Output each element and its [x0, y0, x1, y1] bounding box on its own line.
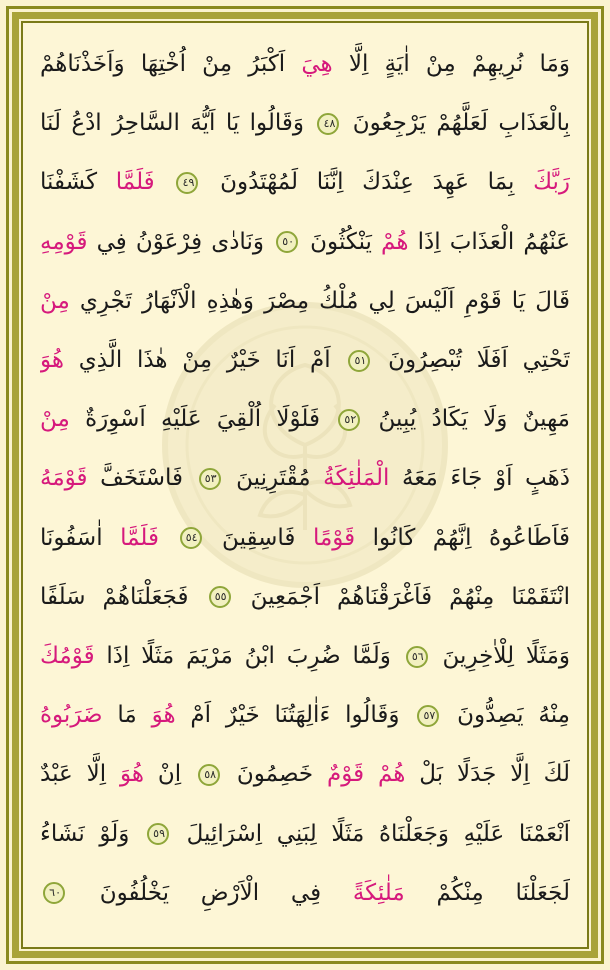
- highlighted-word: هُمْ قَوْمٌ: [326, 761, 406, 788]
- verse-text: وَلَمَّا ضُرِبَ ابْنُ مَرْيَمَ مَثَلًا اِذَا: [94, 643, 403, 669]
- verse-text: [155, 169, 174, 195]
- verse-line: [40, 216, 570, 268]
- verse-text: مَا: [102, 702, 152, 729]
- verse-lines: [40, 38, 570, 928]
- verse-text: خَصِمُونَ: [223, 761, 327, 788]
- verse-text: كَشَفْنَا: [40, 169, 116, 196]
- highlighted-word: مِنْ: [40, 406, 70, 433]
- highlighted-word: هُوَ: [151, 702, 176, 729]
- highlighted-word: مِنْ: [40, 287, 70, 314]
- verse-number-marker: ٥٦: [406, 646, 428, 668]
- verse-text: بِالْعَذَابِ لَعَلَّهُمْ يَرْجِعُونَ: [342, 110, 570, 137]
- verse-line: [40, 689, 570, 741]
- verse-text: يَنْكُثُونَ: [301, 228, 382, 255]
- verse-text: اِنْ: [144, 761, 196, 788]
- highlighted-word: قَوْمَهُ: [40, 465, 88, 492]
- verse-text: اَنْعَمْنَا عَلَيْهِ وَجَعَلْنَاهُ مَثَلًا لِبَنِي اِسْرَائِيلَ: [171, 820, 570, 847]
- highlighted-word: فَلَمَّا: [120, 524, 160, 551]
- verse-line: [40, 393, 570, 445]
- verse-text: مِنْهُ يَصِدُّونَ: [442, 702, 570, 729]
- verse-text: لَجَعَلْنَا مِنْكُمْ: [404, 879, 570, 906]
- verse-text: مَهِينٌ وَلَا يَكَادُ يُبِينُ: [363, 406, 570, 433]
- verse-line: [40, 571, 570, 623]
- highlighted-word: رَبَّكَ: [533, 169, 570, 196]
- verse-text: فِي الْاَرْضِ يَخْلُفُونَ: [68, 879, 353, 906]
- verse-text: وَقَالُوا يَا اَيُّهَ السَّاحِرُ ادْعُ لَنَا: [40, 110, 315, 137]
- highlighted-word: قَوْمُكَ: [40, 643, 95, 669]
- verse-line: [40, 867, 570, 919]
- verse-text: انْتَقَمْنَا مِنْهُمْ فَاَغْرَقْنَاهُمْ اَجْمَعِينَ: [233, 583, 570, 610]
- verse-text: بِمَا عَهِدَ عِنْدَكَ اِنَّنَا لَمُهْتَدُونَ: [201, 169, 534, 196]
- highlighted-word: قَوْمًا: [312, 524, 356, 551]
- verse-line: [40, 512, 570, 564]
- verse-number-marker: ٥٩: [147, 823, 169, 845]
- verse-text: فَجَعَلْنَاهُمْ سَلَفًا: [40, 583, 206, 610]
- verse-line: [40, 275, 570, 327]
- highlighted-word: هُوَ: [119, 761, 144, 788]
- verse-line: [40, 808, 570, 860]
- verse-text: اِلَّا عَبْدٌ: [40, 761, 120, 788]
- verse-text: اَمْ اَنَا خَيْرٌ مِنْ هٰذَا الَّذِي: [64, 347, 346, 373]
- verse-text: وَلَوْ نَشَاءُ: [40, 820, 144, 847]
- highlighted-word: هُوَ: [40, 347, 65, 373]
- highlighted-word: هُمْ: [381, 228, 409, 255]
- verse-line: [40, 452, 570, 504]
- verse-number-marker: ٥٤: [180, 527, 202, 549]
- verse-line: [40, 38, 570, 90]
- verse-text: فَاَطَاعُوهُ اِنَّهُمْ كَانُوا: [355, 524, 570, 551]
- verse-text: قَالَ يَا قَوْمِ اَلَيْسَ لِي مُلْكُ مِصْرَ وَهٰذِهِ الْاَنْهَارُ تَجْرِي: [69, 287, 570, 314]
- verse-text: [159, 525, 177, 551]
- verse-line: [40, 334, 570, 386]
- verse-line: [40, 97, 570, 149]
- verse-text: وَمَثَلًا لِلْاٰخِرِينَ: [430, 643, 570, 669]
- verse-number-marker: ٥٠: [276, 231, 298, 253]
- highlighted-word: ضَرَبُوهُ: [40, 702, 103, 729]
- verse-text: اَكْبَرُ مِنْ اُخْتِهَا وَاَخَذْنَاهُمْ: [40, 51, 302, 77]
- verse-number-marker: ٥٧: [417, 705, 439, 727]
- verse-text: لَكَ اِلَّا جَدَلًا بَلْ: [405, 761, 570, 788]
- verse-text: مُقْتَرِنِينَ: [223, 465, 324, 492]
- verse-text: فَلَوْلَا اُلْقِيَ عَلَيْهِ اَسْوِرَةٌ: [69, 406, 336, 433]
- highlighted-word: مَلٰئِكَةً: [352, 879, 405, 906]
- verse-line: [40, 630, 570, 682]
- verse-text: اٰسَفُونَا: [40, 524, 121, 551]
- verse-text: فَاسْتَخَفَّ: [87, 465, 196, 492]
- verse-number-marker: ٥٢: [338, 409, 360, 431]
- verse-text: فَاسِقِينَ: [204, 524, 313, 551]
- verse-text: تَحْتِي اَفَلَا تُبْصِرُونَ: [373, 347, 570, 373]
- verse-number-marker: ٤٨: [317, 113, 339, 135]
- verse-line: [40, 156, 570, 208]
- highlighted-word: هِيَ: [301, 51, 333, 77]
- verse-text: وَنَادٰى فِرْعَوْنُ فِي: [87, 228, 274, 255]
- verse-text: ذَهَبٍ اَوْ جَاءَ مَعَهُ: [389, 465, 570, 492]
- verse-number-marker: ٥١: [348, 350, 370, 372]
- verse-number-marker: ٥٨: [198, 764, 220, 786]
- verse-text: وَمَا نُرِيهِمْ مِنْ اٰيَةٍ اِلَّا: [332, 51, 570, 77]
- highlighted-word: الْمَلٰئِكَةُ: [323, 465, 390, 492]
- verse-number-marker: ٥٥: [209, 586, 231, 608]
- highlighted-word: قَوْمِهِ: [40, 228, 88, 255]
- verse-number-marker: ٥٣: [199, 468, 221, 490]
- verse-text: عَنْهُمُ الْعَذَابَ اِذَا: [408, 228, 570, 255]
- verse-text: وَقَالُوا ءَاٰلِهَتُنَا خَيْرٌ اَمْ: [175, 702, 415, 729]
- highlighted-word: فَلَمَّا: [115, 169, 155, 196]
- verse-number-marker: ٦٠: [43, 882, 65, 904]
- verse-number-marker: ٤٩: [176, 172, 198, 194]
- verse-line: [40, 748, 570, 800]
